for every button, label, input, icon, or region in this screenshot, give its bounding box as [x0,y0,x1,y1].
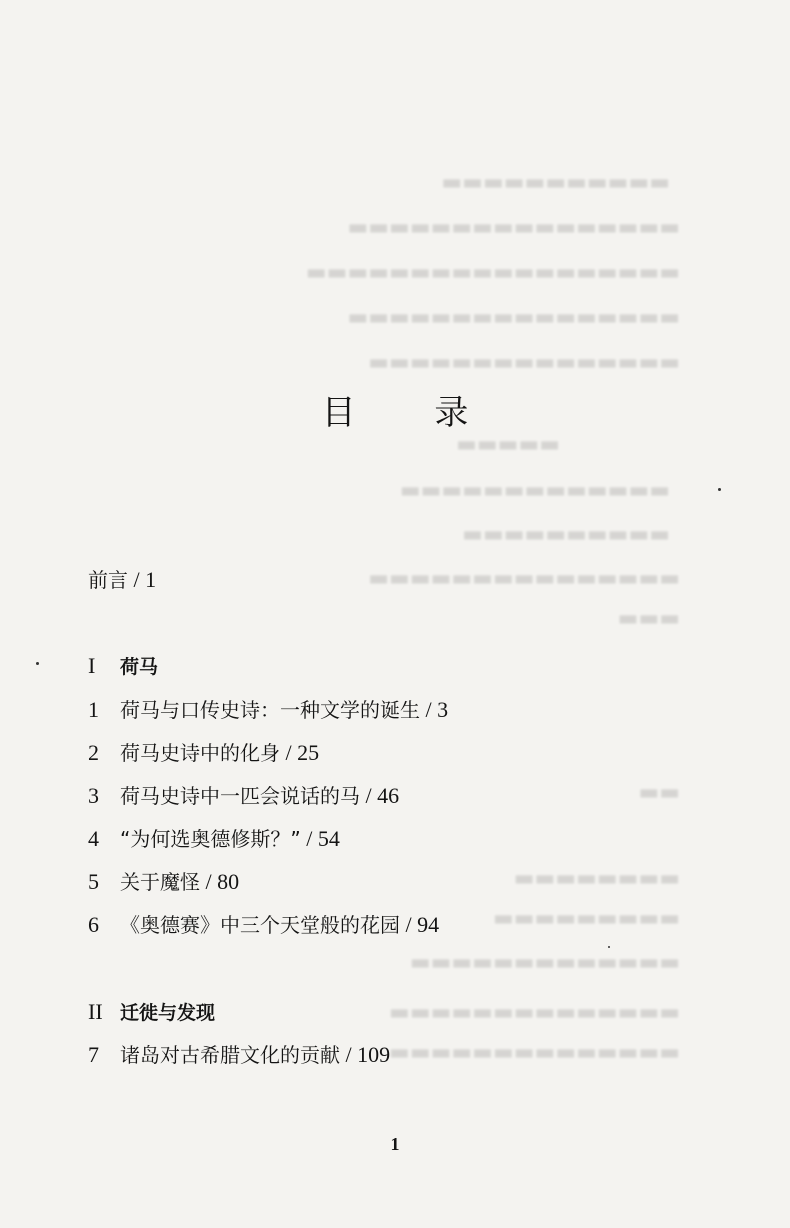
entry-separator: / [400,912,418,937]
entry-page-number: 3 [437,697,449,722]
toc-entry[interactable] [88,911,439,940]
toc-entry-preface[interactable] [88,566,156,596]
toc-entry[interactable] [88,696,448,725]
toc-entry[interactable] [88,825,340,854]
entry-separator: / [200,869,218,894]
chapter-number: 6 [88,912,99,937]
chapter-number: 7 [88,1042,99,1067]
entry-page-number: 80 [217,869,240,894]
part-numeral: I [88,653,96,678]
show-through-texture: ▬▬▬▬▬▬▬▬▬▬▬ ▬▬▬▬▬▬▬▬▬▬▬▬▬▬▬▬ ▬▬▬▬▬▬▬▬▬▬▬▬▬▬▬▬▬▬ ▬▬▬▬▬▬▬▬▬▬▬▬▬▬▬▬ ▬▬▬▬▬▬▬▬▬▬▬▬▬▬▬ ▬▬▬▬▬ ▬▬▬▬▬▬▬▬▬▬▬▬▬ ▬▬▬▬▬▬▬▬▬▬ ▬▬▬▬▬▬▬▬▬▬▬▬▬▬▬ ▬▬▬ ▬▬ ▬▬▬▬▬▬▬▬ ▬▬▬▬▬▬▬▬▬ ▬▬▬▬▬▬▬▬▬▬▬▬▬ ▬▬▬▬▬▬▬▬▬▬▬▬▬▬ ▬▬▬▬▬▬▬▬▬▬▬▬▬▬ [305,170,680,1065]
part-title: 迁徙与发现 [120,1002,216,1024]
toc-entry[interactable] [88,868,239,897]
dust-speck [36,662,39,665]
entry-separator: / [300,826,318,851]
entry-page-number: 109 [357,1042,391,1067]
entry-page-number: 46 [377,783,400,808]
toc-part-heading[interactable] [88,998,215,1027]
toc-part-heading[interactable] [88,652,158,681]
chapter-title: 关于魔怪 [120,870,200,894]
chapter-number: 3 [88,783,99,808]
chapter-title: 荷马史诗中一匹会说话的马 [120,784,360,808]
chapter-title: 荷马与口传史诗：一种文学的诞生 [120,698,420,722]
chapter-title: 荷马史诗中的化身 [120,741,280,765]
toc-entry[interactable] [88,782,399,811]
entry-page-number: 54 [317,826,340,851]
page-title: 目 录 [321,393,503,433]
chapter-number: 1 [88,697,99,722]
chapter-title: 《奥德赛》中三个天堂般的花园 [120,913,400,937]
toc-entry[interactable] [88,1041,390,1070]
part-title: 荷马 [120,656,159,678]
dust-speck [718,488,721,491]
toc-entry[interactable] [88,739,319,768]
chapter-number: 5 [88,869,99,894]
part-numeral: II [88,999,103,1024]
entry-separator: / [128,567,146,592]
entry-page-number: 1 [145,567,157,592]
dust-speck [608,946,610,948]
chapter-title: “为何选奥德修斯？” [120,827,301,851]
entry-page-number: 94 [417,912,440,937]
entry-separator: / [340,1042,358,1067]
entry-separator: / [280,740,298,765]
entry-separator: / [420,697,438,722]
entry-page-number: 25 [297,740,320,765]
chapter-number: 4 [88,826,99,851]
entry-title: 前言 [88,568,128,592]
page-number-footer: 1 [390,1134,400,1154]
entry-separator: / [360,783,378,808]
chapter-number: 2 [88,740,99,765]
chapter-title: 诸岛对古希腊文化的贡献 [120,1043,340,1067]
